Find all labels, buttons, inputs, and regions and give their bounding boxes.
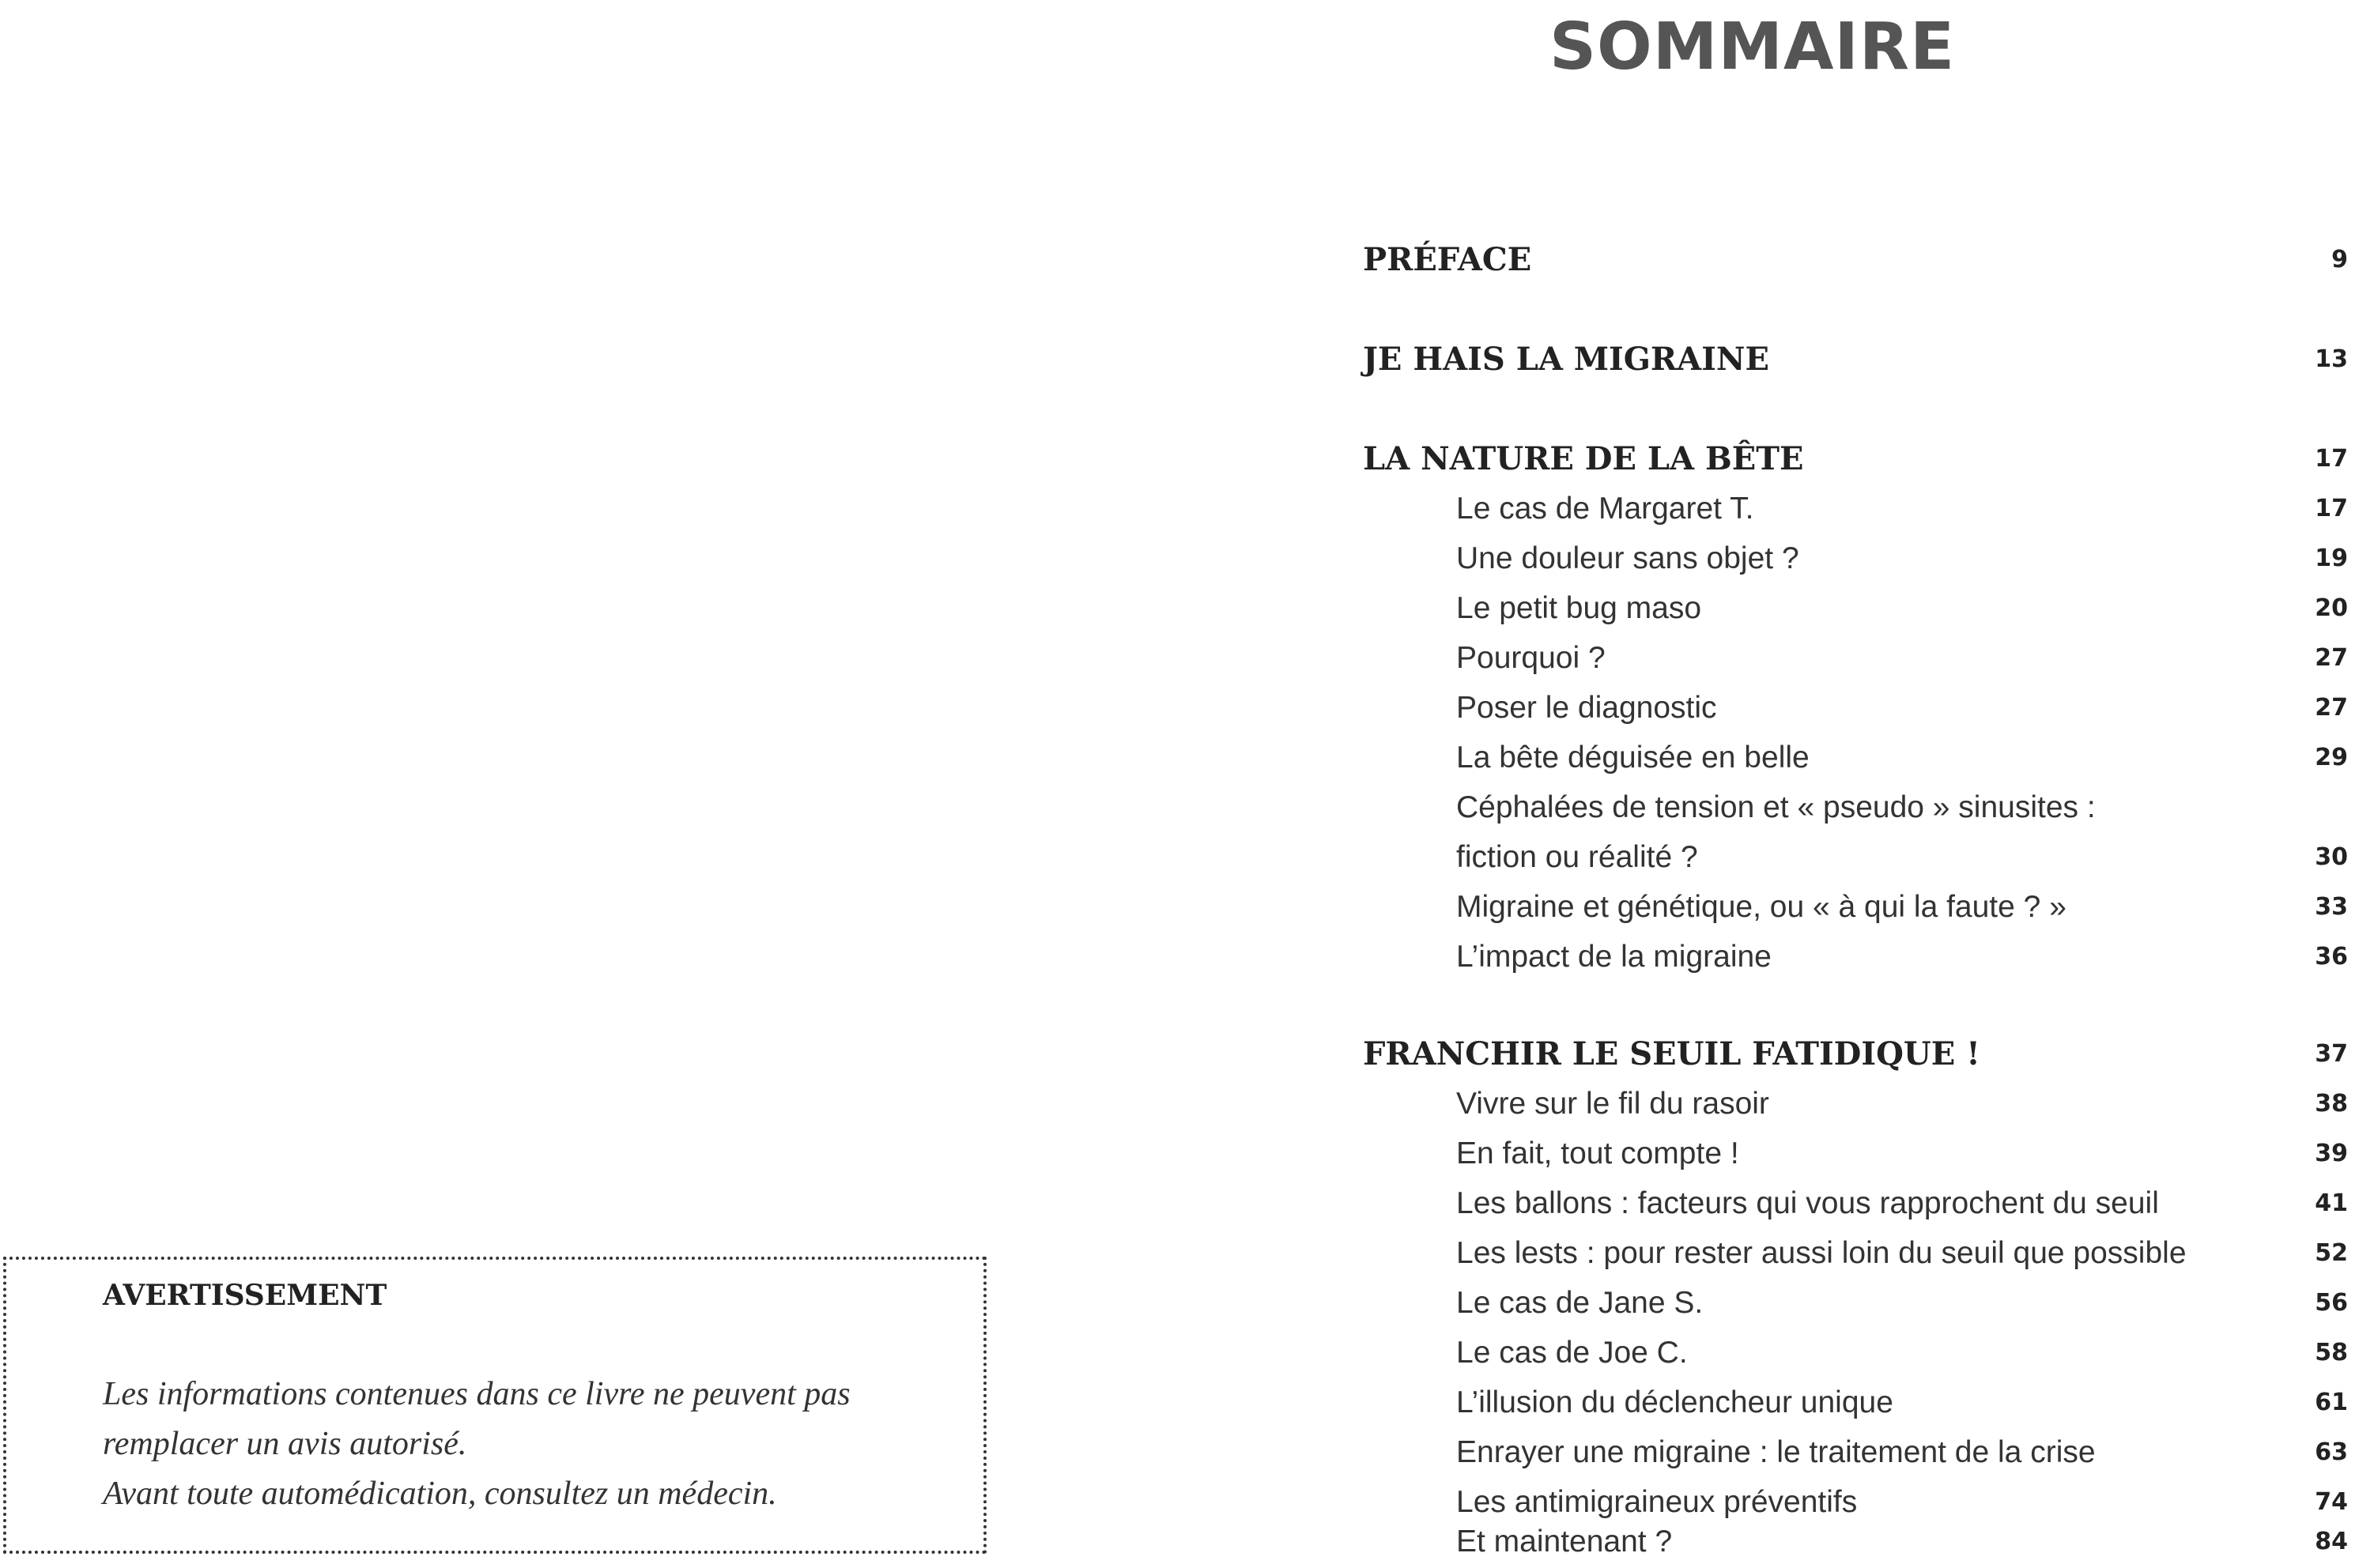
toc-entry-section [1363, 1378, 2348, 1427]
toc-entry-label: Poser le diagnostic [1456, 690, 1717, 725]
toc-entry-section [1363, 633, 2348, 683]
toc-entry-label: La bête déguisée en belle [1456, 740, 1810, 775]
toc-entry-section [1363, 782, 2348, 832]
toc-entry-label: PRÉFACE [1363, 241, 1532, 278]
toc-entry-label: Le petit bug maso [1456, 590, 1702, 625]
toc-entry-page: 9 [2331, 246, 2348, 273]
toc-entry-label: Les lests : pour rester aussi loin du seuil que possible [1456, 1235, 2187, 1270]
toc-entry-section [1363, 1178, 2348, 1228]
toc-entry-chapter [1363, 434, 2348, 484]
toc-entry-label: Une douleur sans objet ? [1456, 541, 1799, 575]
toc-entry-page: 30 [2315, 843, 2348, 871]
warning-title: AVERTISSEMENT [103, 1279, 387, 1312]
toc-entry-label: Vivre sur le fil du rasoir [1456, 1086, 1769, 1121]
toc-entry-label: Le cas de Jane S. [1456, 1285, 1704, 1320]
toc-entry-label: Le cas de Joe C. [1456, 1335, 1688, 1370]
toc-entry-label: Pourquoi ? [1456, 640, 1606, 675]
toc-entry-section [1363, 583, 2348, 633]
toc-entry-page: 37 [2315, 1040, 2348, 1068]
toc-entry-page: 20 [2315, 594, 2348, 622]
toc-entry-page: 84 [2315, 1528, 2348, 1555]
toc-entry-label: Céphalées de tension et « pseudo » sinusites : [1456, 790, 2096, 824]
toc-entry-page: 29 [2315, 744, 2348, 771]
toc-entry-section [1363, 1427, 2348, 1477]
warning-text-line: Les informations contenues dans ce livre ne peuvent pas [103, 1376, 851, 1412]
toc-entry-section [1363, 1328, 2348, 1378]
toc-entry-page: 27 [2315, 644, 2348, 672]
toc-entry-label: L’illusion du déclencheur unique [1456, 1385, 1893, 1419]
toc-entry-label: L’impact de la migraine [1456, 939, 1772, 974]
toc-entry-section [1363, 1278, 2348, 1328]
toc-entry-page: 39 [2315, 1140, 2348, 1167]
toc-entry-page: 13 [2315, 345, 2348, 373]
toc-entry-page: 61 [2315, 1389, 2348, 1416]
toc-entry-section [1363, 733, 2348, 782]
toc-entry-label: Les antimigraineux préventifs [1456, 1484, 1858, 1519]
toc-entry-section [1363, 932, 2348, 982]
toc-entry-page: 27 [2315, 694, 2348, 722]
toc-entry-page: 58 [2315, 1339, 2348, 1366]
toc-entry-label: En fait, tout compte ! [1456, 1136, 1739, 1170]
toc-entry-section [1363, 484, 2348, 533]
toc-entry-page: 36 [2315, 943, 2348, 971]
toc-entry-page: 63 [2315, 1438, 2348, 1466]
toc-entry-section [1363, 1517, 2348, 1566]
toc-entry-section [1363, 1129, 2348, 1178]
toc-entry-label: Migraine et génétique, ou « à qui la faute ? » [1456, 889, 2066, 924]
toc-entry-label: JE HAIS LA MIGRAINE [1363, 341, 1769, 378]
toc-entry-page: 56 [2315, 1289, 2348, 1317]
toc-entry-label: Les ballons : facteurs qui vous rapprochent du seuil [1456, 1185, 2159, 1220]
toc-entry-label: LA NATURE DE LA BÊTE [1363, 440, 1804, 477]
warning-text-line: Avant toute automédication, consultez un médecin. [103, 1476, 777, 1512]
toc-entry-section [1363, 683, 2348, 733]
toc-entry-chapter [1363, 235, 2348, 285]
toc-entry-section [1363, 832, 2348, 882]
toc-entry-page: 17 [2315, 445, 2348, 473]
toc-entry-page: 17 [2315, 495, 2348, 522]
toc-entry-page: 19 [2315, 545, 2348, 572]
toc-entry-page: 52 [2315, 1239, 2348, 1267]
toc-entry-label: Enrayer une migraine : le traitement de la crise [1456, 1434, 2096, 1469]
toc-entry-label: Le cas de Margaret T. [1456, 491, 1754, 526]
warning-box [3, 1257, 987, 1554]
toc-entry-page: 41 [2315, 1189, 2348, 1217]
toc-entry-page: 74 [2315, 1488, 2348, 1516]
toc-entry-label: Et maintenant ? [1456, 1524, 1673, 1559]
page-title: SOMMAIRE [1549, 9, 1956, 85]
toc-entry-label: fiction ou réalité ? [1456, 839, 1698, 874]
toc-entry-chapter [1363, 334, 2348, 384]
toc-entry-chapter [1363, 1029, 2348, 1079]
toc-entry-section [1363, 533, 2348, 583]
toc-entry-page: 38 [2315, 1090, 2348, 1118]
toc-entry-section [1363, 882, 2348, 932]
toc-entry-page: 33 [2315, 893, 2348, 921]
toc-entry-label: FRANCHIR LE SEUIL FATIDIQUE ! [1363, 1035, 1980, 1072]
toc-entry-section [1363, 1228, 2348, 1278]
toc-entry-section [1363, 1079, 2348, 1129]
warning-text-line: remplacer un avis autorisé. [103, 1426, 467, 1462]
